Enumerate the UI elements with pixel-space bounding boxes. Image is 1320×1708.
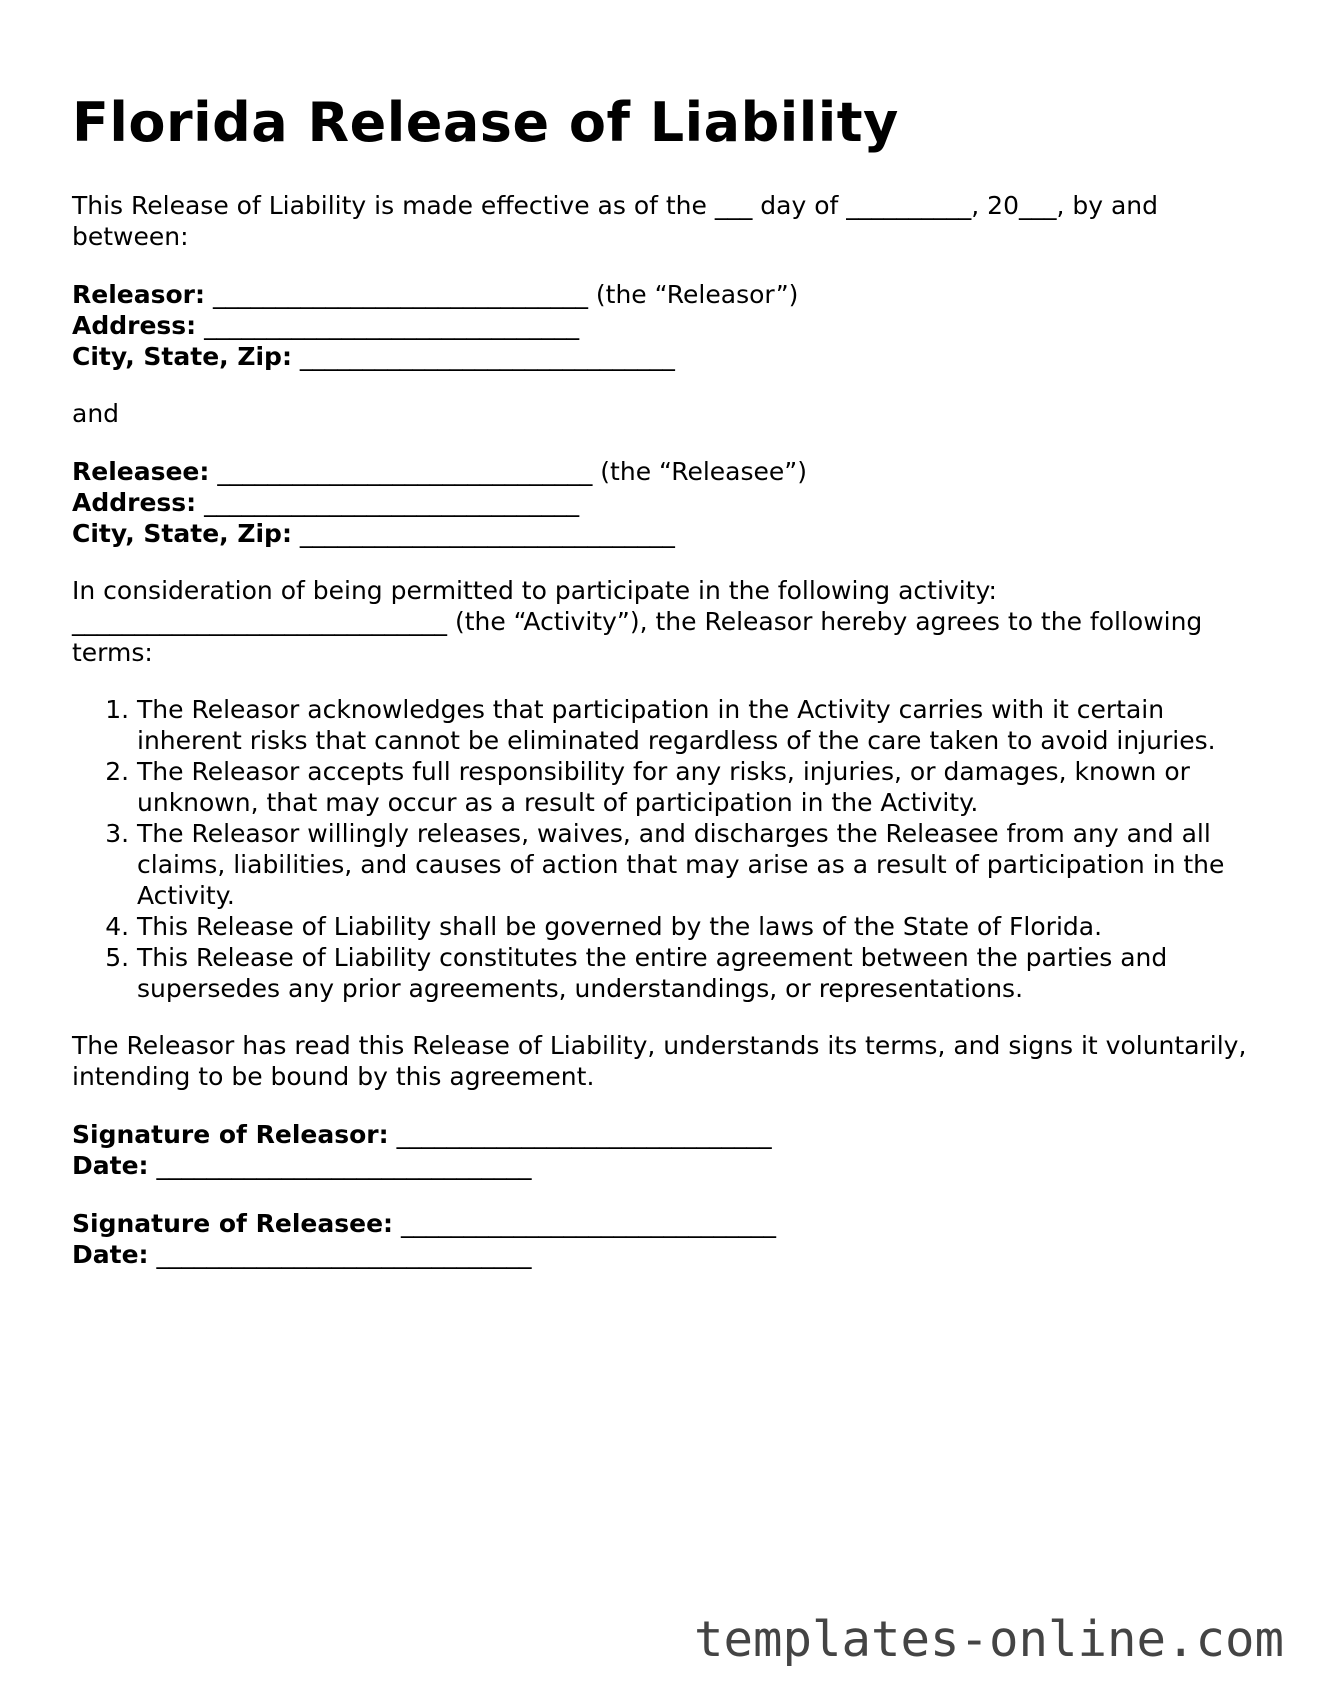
releasee-address-label: Address: bbox=[72, 488, 197, 517]
releasee-address-line bbox=[72, 487, 1262, 518]
releasor-address-field: ______________________________ bbox=[204, 311, 580, 340]
footer-watermark: templates-online.com bbox=[693, 1611, 1284, 1668]
consideration-paragraph: In consideration of being permitted to participate in the following activity: ______________________________ (the “Activity”), the Releasor hereby agrees to the following terms: bbox=[72, 576, 1203, 667]
releasee-signature-field: ______________________________ bbox=[400, 1209, 776, 1238]
document-page bbox=[72, 86, 1262, 1270]
releasee-city-field: ______________________________ bbox=[299, 519, 675, 548]
document-title: Florida Release of Liability bbox=[72, 91, 899, 154]
releasee-date-label: Date: bbox=[72, 1240, 149, 1269]
releasor-name-line bbox=[72, 279, 1262, 310]
and-text: and bbox=[72, 399, 120, 428]
intro-paragraph: This Release of Liability is made effective as of the ___ day of __________, 20___, by and between: bbox=[72, 191, 1159, 251]
releasor-block bbox=[72, 279, 1262, 372]
releasee-city-label: City, State, Zip: bbox=[72, 519, 292, 548]
releasee-signature-block bbox=[72, 1208, 1262, 1270]
term-item: 3. The Releasor willingly releases, waives, and discharges the Releasee from any and all claims, liabilities, and causes of action that may arise as a result of participation in the Activity. bbox=[137, 818, 1262, 911]
terms-list bbox=[72, 694, 1262, 1004]
releasee-name-line bbox=[72, 456, 1262, 487]
releasee-signature-line bbox=[72, 1208, 1262, 1239]
releasee-address-field: ______________________________ bbox=[204, 488, 580, 517]
releasee-date-line bbox=[72, 1239, 1262, 1270]
releasor-address-line bbox=[72, 310, 1262, 341]
closing-paragraph: The Releasor has read this Release of Liability, understands its terms, and signs it voluntarily, intending to be bound by this agreement. bbox=[72, 1031, 1247, 1091]
releasee-date-field: ______________________________ bbox=[156, 1240, 532, 1269]
releasor-name-label: Releasor: bbox=[72, 280, 205, 309]
releasor-date-label: Date: bbox=[72, 1151, 149, 1180]
releasee-signature-label: Signature of Releasee: bbox=[72, 1209, 394, 1238]
releasor-signature-label: Signature of Releasor: bbox=[72, 1120, 389, 1149]
releasor-city-line bbox=[72, 341, 1262, 372]
releasor-city-field: ______________________________ bbox=[299, 342, 675, 371]
releasor-date-line bbox=[72, 1150, 1262, 1181]
releasor-address-label: Address: bbox=[72, 311, 197, 340]
releasee-name-label: Releasee: bbox=[72, 457, 210, 486]
term-item: 2. The Releasor accepts full responsibility for any risks, injuries, or damages, known or unknown, that may occur as a result of participation in the Activity. bbox=[137, 756, 1262, 818]
term-item: 5. This Release of Liability constitutes the entire agreement between the parties and supersedes any prior agreements, understandings, or representations. bbox=[137, 942, 1262, 1004]
releasor-signature-line bbox=[72, 1119, 1262, 1150]
releasor-signature-field: ______________________________ bbox=[396, 1120, 772, 1149]
releasor-date-field: ______________________________ bbox=[156, 1151, 532, 1180]
releasor-city-label: City, State, Zip: bbox=[72, 342, 292, 371]
releasee-city-line bbox=[72, 518, 1262, 549]
releasor-name-field: ______________________________ (the “Releasor”) bbox=[212, 280, 799, 309]
releasee-block bbox=[72, 456, 1262, 549]
term-item: 1. The Releasor acknowledges that participation in the Activity carries with it certain inherent risks that cannot be eliminated regardless of the care taken to avoid injuries. bbox=[137, 694, 1262, 756]
releasee-name-field: ______________________________ (the “Releasee”) bbox=[217, 457, 807, 486]
releasor-signature-block bbox=[72, 1119, 1262, 1181]
term-item: 4. This Release of Liability shall be governed by the laws of the State of Florida. bbox=[137, 911, 1262, 942]
